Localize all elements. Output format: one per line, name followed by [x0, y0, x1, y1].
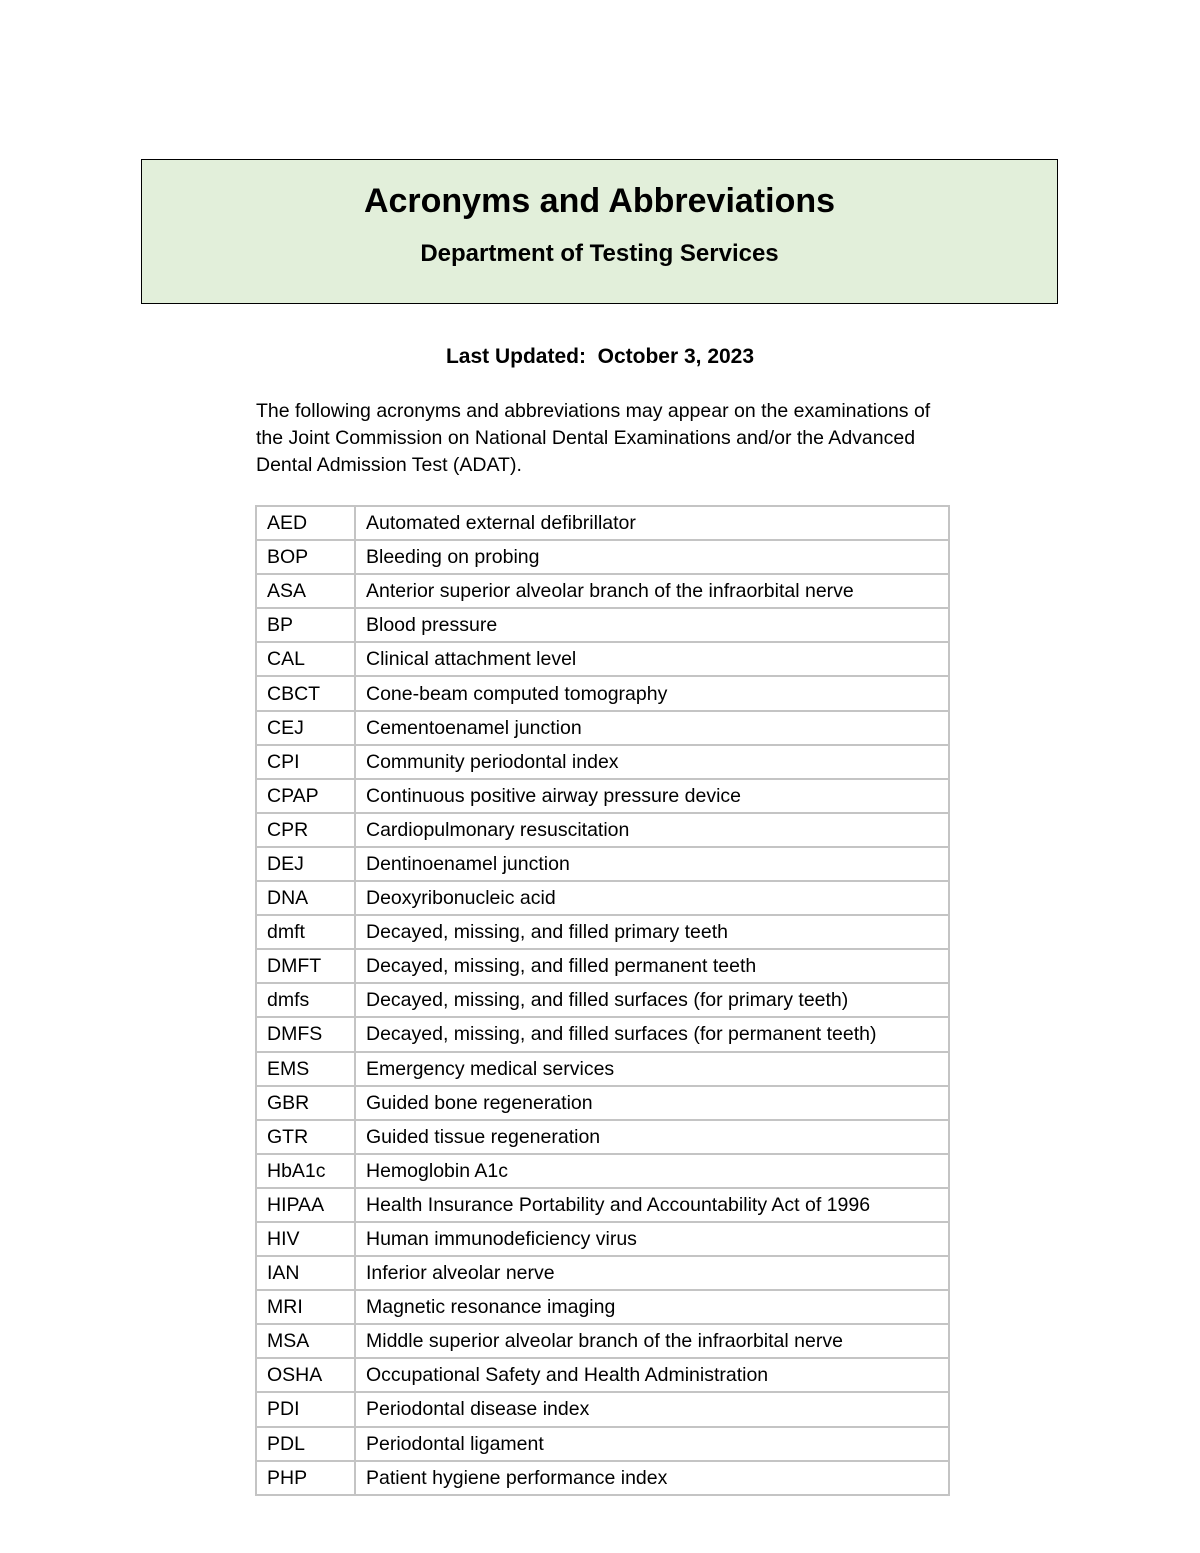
definition-cell: Decayed, missing, and filled surfaces (for primary teeth) — [355, 983, 949, 1017]
definition-cell: Dentinoenamel junction — [355, 847, 949, 881]
acronym-cell: BOP — [256, 540, 355, 574]
definition-cell: Bleeding on probing — [355, 540, 949, 574]
acronym-table — [255, 505, 950, 1496]
table-row — [256, 1358, 949, 1392]
table-row — [256, 1222, 949, 1256]
acronym-cell: CPI — [256, 745, 355, 779]
acronym-cell: MRI — [256, 1290, 355, 1324]
table-row — [256, 1154, 949, 1188]
table-row — [256, 1052, 949, 1086]
definition-cell: Human immunodeficiency virus — [355, 1222, 949, 1256]
acronym-cell: MSA — [256, 1324, 355, 1358]
acronym-cell: CPAP — [256, 779, 355, 813]
acronym-cell: CAL — [256, 642, 355, 676]
table-row — [256, 506, 949, 540]
table-row — [256, 1392, 949, 1426]
definition-cell: Occupational Safety and Health Administration — [355, 1358, 949, 1392]
definition-cell: Middle superior alveolar branch of the infraorbital nerve — [355, 1324, 949, 1358]
table-row — [256, 813, 949, 847]
table-row — [256, 1188, 949, 1222]
definition-cell: Periodontal ligament — [355, 1427, 949, 1461]
definition-cell: Decayed, missing, and filled permanent teeth — [355, 949, 949, 983]
acronym-cell: IAN — [256, 1256, 355, 1290]
acronym-cell: PHP — [256, 1461, 355, 1495]
acronym-cell: PDL — [256, 1427, 355, 1461]
acronym-cell: GBR — [256, 1086, 355, 1120]
table-row — [256, 745, 949, 779]
definition-cell: Anterior superior alveolar branch of the infraorbital nerve — [355, 574, 949, 608]
acronym-cell: AED — [256, 506, 355, 540]
definition-cell: Hemoglobin A1c — [355, 1154, 949, 1188]
title-box — [141, 159, 1058, 304]
table-row — [256, 1324, 949, 1358]
definition-cell: Automated external defibrillator — [355, 506, 949, 540]
table-row — [256, 1120, 949, 1154]
table-row — [256, 1427, 949, 1461]
definition-cell: Cementoenamel junction — [355, 711, 949, 745]
acronym-cell: ASA — [256, 574, 355, 608]
table-row — [256, 881, 949, 915]
acronym-cell: CPR — [256, 813, 355, 847]
acronym-cell: HIV — [256, 1222, 355, 1256]
table-row — [256, 642, 949, 676]
definition-cell: Continuous positive airway pressure device — [355, 779, 949, 813]
intro-paragraph: The following acronyms and abbreviations may appear on the examinations of the Joint Commission on National Dental Examinations and/or the Advanced Dental Admission Test (ADAT). — [256, 400, 931, 476]
definition-cell: Periodontal disease index — [355, 1392, 949, 1426]
definition-cell: Guided bone regeneration — [355, 1086, 949, 1120]
acronym-cell: EMS — [256, 1052, 355, 1086]
definition-cell: Community periodontal index — [355, 745, 949, 779]
definition-cell: Clinical attachment level — [355, 642, 949, 676]
acronym-cell: HbA1c — [256, 1154, 355, 1188]
acronym-cell: CBCT — [256, 676, 355, 710]
document-title: Acronyms and Abbreviations — [363, 182, 836, 220]
table-row — [256, 1461, 949, 1495]
table-row — [256, 1086, 949, 1120]
acronym-cell: HIPAA — [256, 1188, 355, 1222]
table-row — [256, 1017, 949, 1051]
table-row — [256, 1256, 949, 1290]
table-row — [256, 574, 949, 608]
acronym-cell: OSHA — [256, 1358, 355, 1392]
document-subtitle: Department of Testing Services — [420, 240, 779, 267]
definition-cell: Patient hygiene performance index — [355, 1461, 949, 1495]
last-updated: Last Updated: October 3, 2023 — [445, 345, 755, 368]
definition-cell: Decayed, missing, and filled surfaces (for permanent teeth) — [355, 1017, 949, 1051]
acronym-cell: dmfs — [256, 983, 355, 1017]
acronym-cell: GTR — [256, 1120, 355, 1154]
definition-cell: Decayed, missing, and filled primary teeth — [355, 915, 949, 949]
table-row — [256, 1290, 949, 1324]
definition-cell: Blood pressure — [355, 608, 949, 642]
table-row — [256, 847, 949, 881]
acronym-cell: PDI — [256, 1392, 355, 1426]
acronym-cell: BP — [256, 608, 355, 642]
acronym-cell: DMFS — [256, 1017, 355, 1051]
acronym-cell: DEJ — [256, 847, 355, 881]
table-row — [256, 915, 949, 949]
definition-cell: Guided tissue regeneration — [355, 1120, 949, 1154]
acronym-cell: CEJ — [256, 711, 355, 745]
table-row — [256, 608, 949, 642]
table-row — [256, 949, 949, 983]
table-row — [256, 983, 949, 1017]
definition-cell: Cone-beam computed tomography — [355, 676, 949, 710]
definition-cell: Deoxyribonucleic acid — [355, 881, 949, 915]
acronym-table-body — [256, 506, 949, 1495]
acronym-cell: DMFT — [256, 949, 355, 983]
definition-cell: Magnetic resonance imaging — [355, 1290, 949, 1324]
table-row — [256, 779, 949, 813]
definition-cell: Emergency medical services — [355, 1052, 949, 1086]
table-row — [256, 540, 949, 574]
table-row — [256, 711, 949, 745]
acronym-cell: DNA — [256, 881, 355, 915]
definition-cell: Inferior alveolar nerve — [355, 1256, 949, 1290]
definition-cell: Cardiopulmonary resuscitation — [355, 813, 949, 847]
definition-cell: Health Insurance Portability and Accountability Act of 1996 — [355, 1188, 949, 1222]
acronym-cell: dmft — [256, 915, 355, 949]
table-row — [256, 676, 949, 710]
